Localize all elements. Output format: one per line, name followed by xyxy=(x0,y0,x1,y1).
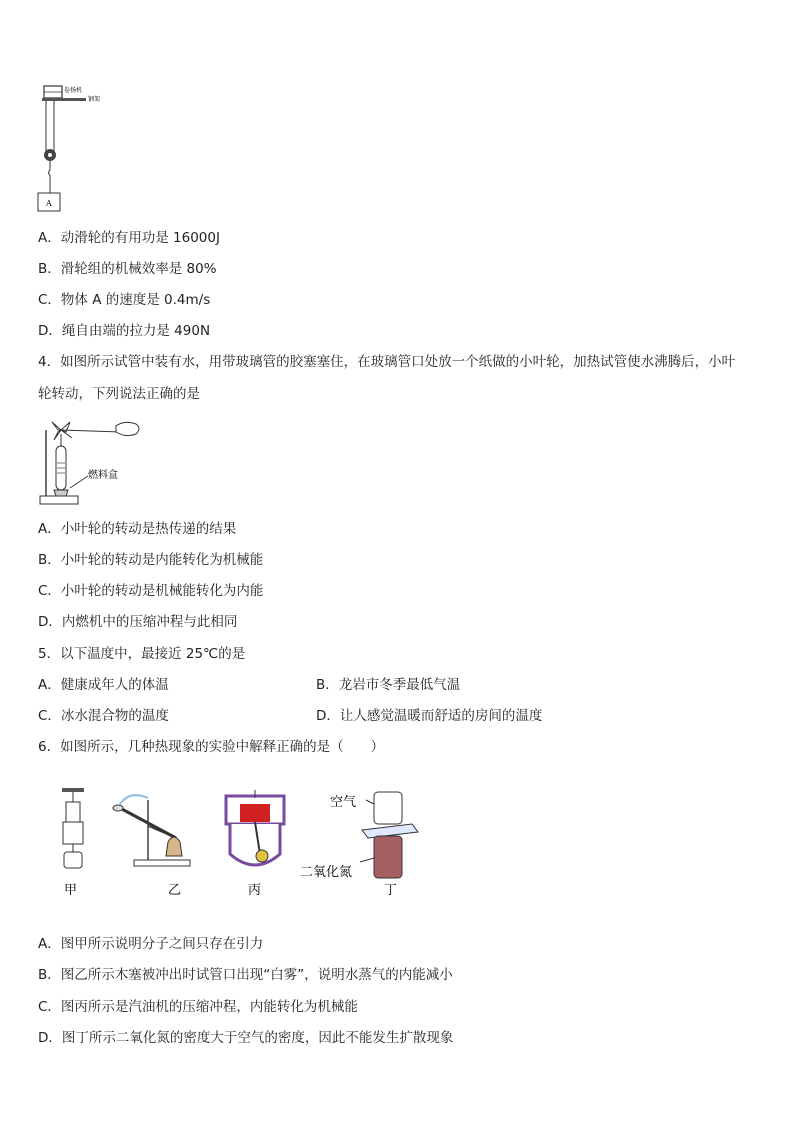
frame-label: 钢架 xyxy=(88,96,101,103)
q4-stem-line1: 4．如图所示试管中装有水，用带玻璃管的胶塞塞住，在玻璃管口处放一个纸做的小叶轮，加热试管使水沸腾后，小叶 xyxy=(38,354,736,370)
label-jia: 甲 xyxy=(64,883,78,898)
figure-ding xyxy=(300,792,418,898)
pinwheel-figure xyxy=(36,418,156,513)
figure-yi xyxy=(113,795,190,898)
q6-stem: 6．如图所示，几种热现象的实验中解释正确的是（ ） xyxy=(38,739,385,755)
q6-option-d: D．图丁所示二氧化氮的密度大于空气的密度，因此不能发生扩散现象 xyxy=(38,1030,454,1046)
q3-option-d: D．绳自由端的拉力是 490N xyxy=(38,323,211,339)
label-air: 空气 xyxy=(330,795,357,810)
q3-option-b: B．滑轮组的机械效率是 80% xyxy=(38,261,217,277)
q5-option-c: C．冰水混合物的温度 xyxy=(38,708,169,724)
block-label: A xyxy=(46,199,52,208)
winch-label: 卷扬机 xyxy=(64,87,83,94)
q5-option-d: D．让人感觉温暖而舒适的房间的温度 xyxy=(316,708,543,724)
q6-option-b: B．图乙所示木塞被冲出时试管口出现“白雾”，说明水蒸气的内能减小 xyxy=(38,967,453,983)
label-yi: 乙 xyxy=(168,883,182,898)
label-bing: 丙 xyxy=(248,883,262,898)
q6-option-c: C．图丙所示是汽油机的压缩冲程，内能转化为机械能 xyxy=(38,999,358,1015)
label-ding: 丁 xyxy=(384,883,398,898)
q4-option-a: A．小叶轮的转动是热传递的结果 xyxy=(38,521,237,537)
q6-option-a: A．图甲所示说明分子之间只存在引力 xyxy=(38,936,264,952)
pinwheel xyxy=(52,422,72,440)
q3-option-a: A．动滑轮的有用功是 16000J xyxy=(38,230,220,246)
q4-option-b: B．小叶轮的转动是内能转化为机械能 xyxy=(38,552,264,568)
q5-option-b: B．龙岩市冬季最低气温 xyxy=(316,677,461,693)
figure-jia xyxy=(62,788,84,898)
label-no2: 二氧化氮 xyxy=(300,865,353,880)
figure-bing xyxy=(226,790,284,898)
thermal-experiments-figure xyxy=(50,786,430,898)
steel-frame xyxy=(42,98,86,101)
q4-option-c: C．小叶轮的转动是机械能转化为内能 xyxy=(38,583,264,599)
q3-option-c: C．物体 A 的速度是 0.4m/s xyxy=(38,292,211,308)
pulley-figure xyxy=(30,80,140,215)
q4-option-d: D．内燃机中的压缩冲程与此相同 xyxy=(38,614,238,630)
q4-stem-line2: 轮转动，下列说法正确的是 xyxy=(38,386,200,402)
q5-stem: 5．以下温度中，最接近 25℃的是 xyxy=(38,646,246,662)
fuel-box-label: 燃料盒 xyxy=(88,470,118,481)
q5-option-a: A．健康成年人的体温 xyxy=(38,677,169,693)
